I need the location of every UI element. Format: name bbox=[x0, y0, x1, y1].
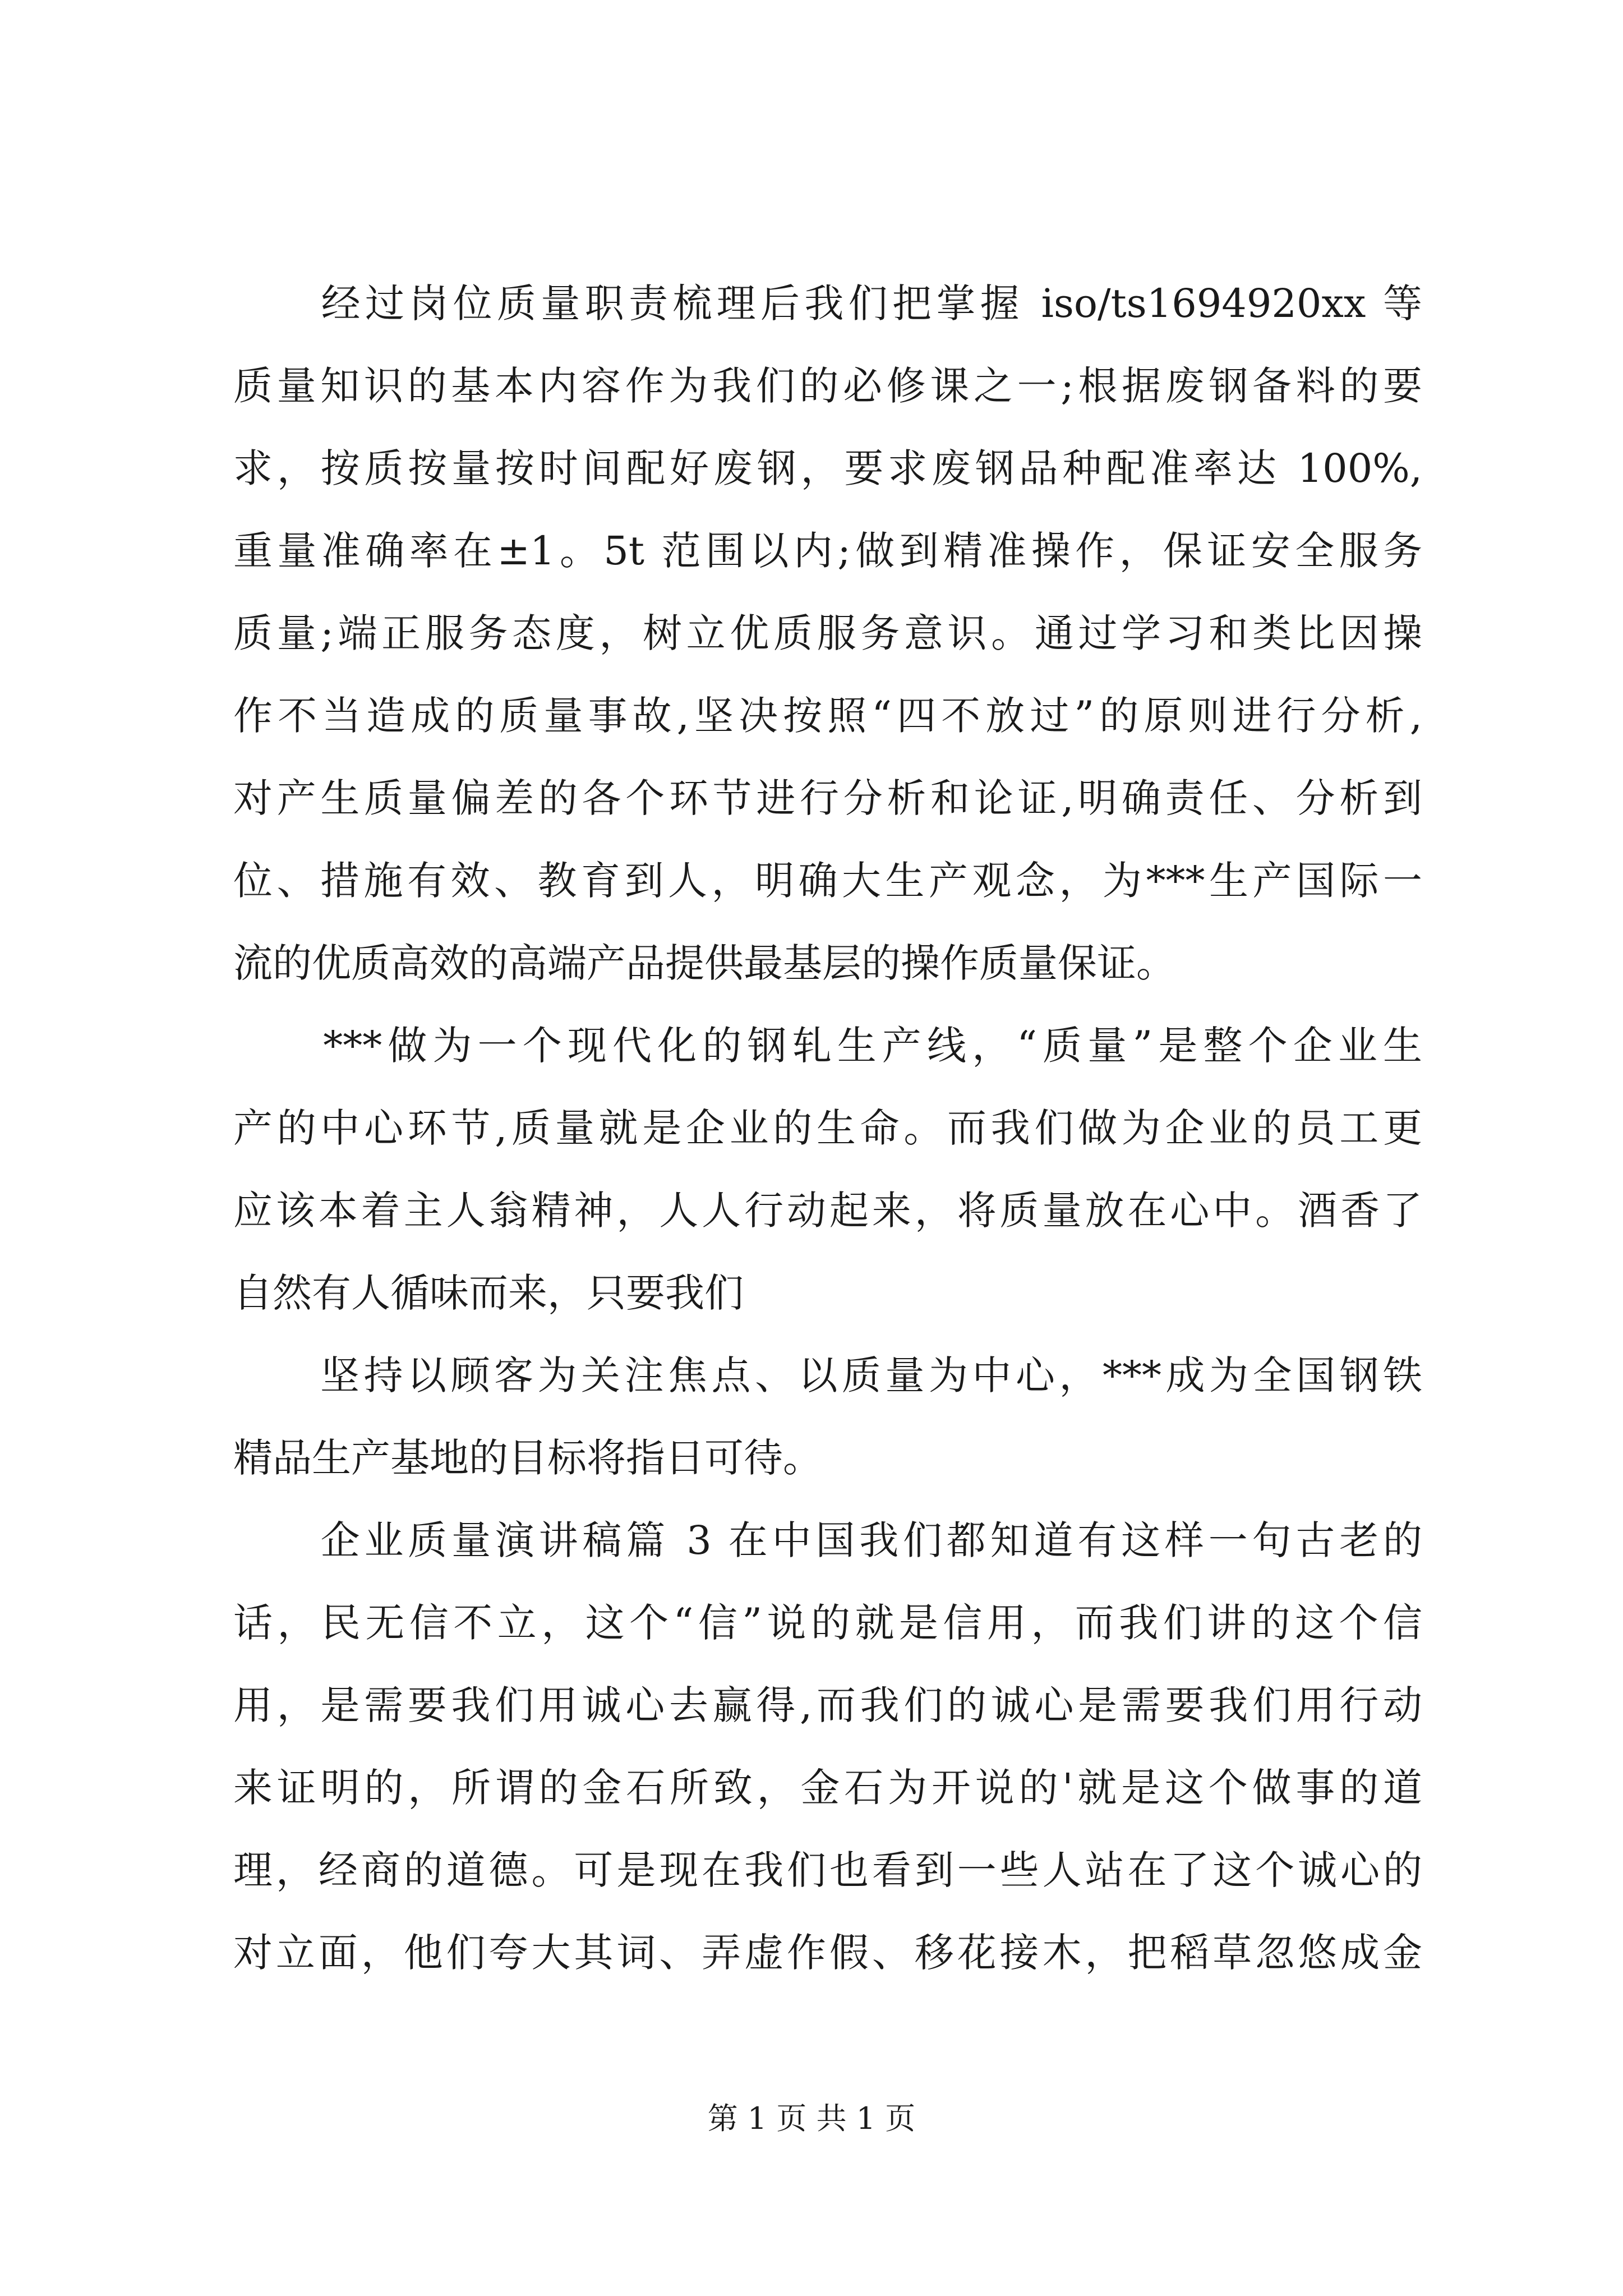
text-line: 企业质量演讲稿篇 3 在中国我们都知道有这样一句古老的 bbox=[233, 1517, 1422, 1563]
paragraph-4 bbox=[233, 1499, 1422, 1994]
text-line: 自然有人循味而来，只要我们 bbox=[233, 1270, 744, 1316]
text-line: 对立面，他们夸大其词、弄虚作假、移花接木，把稻草忽悠成金 bbox=[233, 1930, 1422, 1976]
text-line: 求，按质按量按时间配好废钢，要求废钢品种配准率达 100%, bbox=[233, 445, 1422, 491]
text-line: 位、措施有效、教育到人，明确大生产观念，为***生产国际一 bbox=[233, 858, 1422, 904]
text-line: ***做为一个现代化的钢轧生产线，“质量”是整个企业生 bbox=[233, 1023, 1422, 1069]
text-line: 流的优质高效的高端产品提供最基层的操作质量保证。 bbox=[233, 940, 1175, 986]
text-line: 应该本着主人翁精神，人人行动起来，将质量放在心中。酒香了 bbox=[233, 1188, 1422, 1234]
paragraph-3 bbox=[233, 1335, 1422, 1499]
text-line: 来证明的，所谓的金石所致，金石为开说的'就是这个做事的道 bbox=[233, 1765, 1422, 1811]
text-line: 经过岗位质量职责梳理后我们把掌握 iso/ts1694920xx 等 bbox=[233, 280, 1422, 326]
text-line: 精品生产基地的目标将指日可待。 bbox=[233, 1435, 822, 1481]
text-line: 用，是需要我们用诚心去赢得,而我们的诚心是需要我们用行动 bbox=[233, 1682, 1422, 1728]
text-line: 话，民无信不立，这个“信”说的就是信用，而我们讲的这个信 bbox=[233, 1600, 1422, 1646]
text-line: 坚持以顾客为关注焦点、以质量为中心，***成为全国钢铁 bbox=[233, 1352, 1422, 1398]
paragraph-2 bbox=[233, 1005, 1422, 1335]
text-line: 产的中心环节,质量就是企业的生命。而我们做为企业的员工更 bbox=[233, 1105, 1422, 1151]
page-footer bbox=[0, 2099, 1623, 2138]
text-line: 重量准确率在±1。5t 范围以内;做到精准操作，保证安全服务 bbox=[233, 528, 1422, 574]
page-number: 第 1 页 共 1 页 bbox=[707, 2101, 916, 2136]
paragraph-1 bbox=[233, 263, 1422, 1005]
text-line: 质量;端正服务态度，树立优质服务意识。通过学习和类比因操 bbox=[233, 610, 1422, 656]
text-line: 对产生质量偏差的各个环节进行分析和论证,明确责任、分析到 bbox=[233, 775, 1422, 821]
document-body bbox=[233, 263, 1422, 1994]
text-line: 理，经商的道德。可是现在我们也看到一些人站在了这个诚心的 bbox=[233, 1847, 1422, 1893]
text-line: 作不当造成的质量事故,坚决按照“四不放过”的原则进行分析, bbox=[233, 693, 1422, 739]
text-line: 质量知识的基本内容作为我们的必修课之一;根据废钢备料的要 bbox=[233, 363, 1422, 409]
